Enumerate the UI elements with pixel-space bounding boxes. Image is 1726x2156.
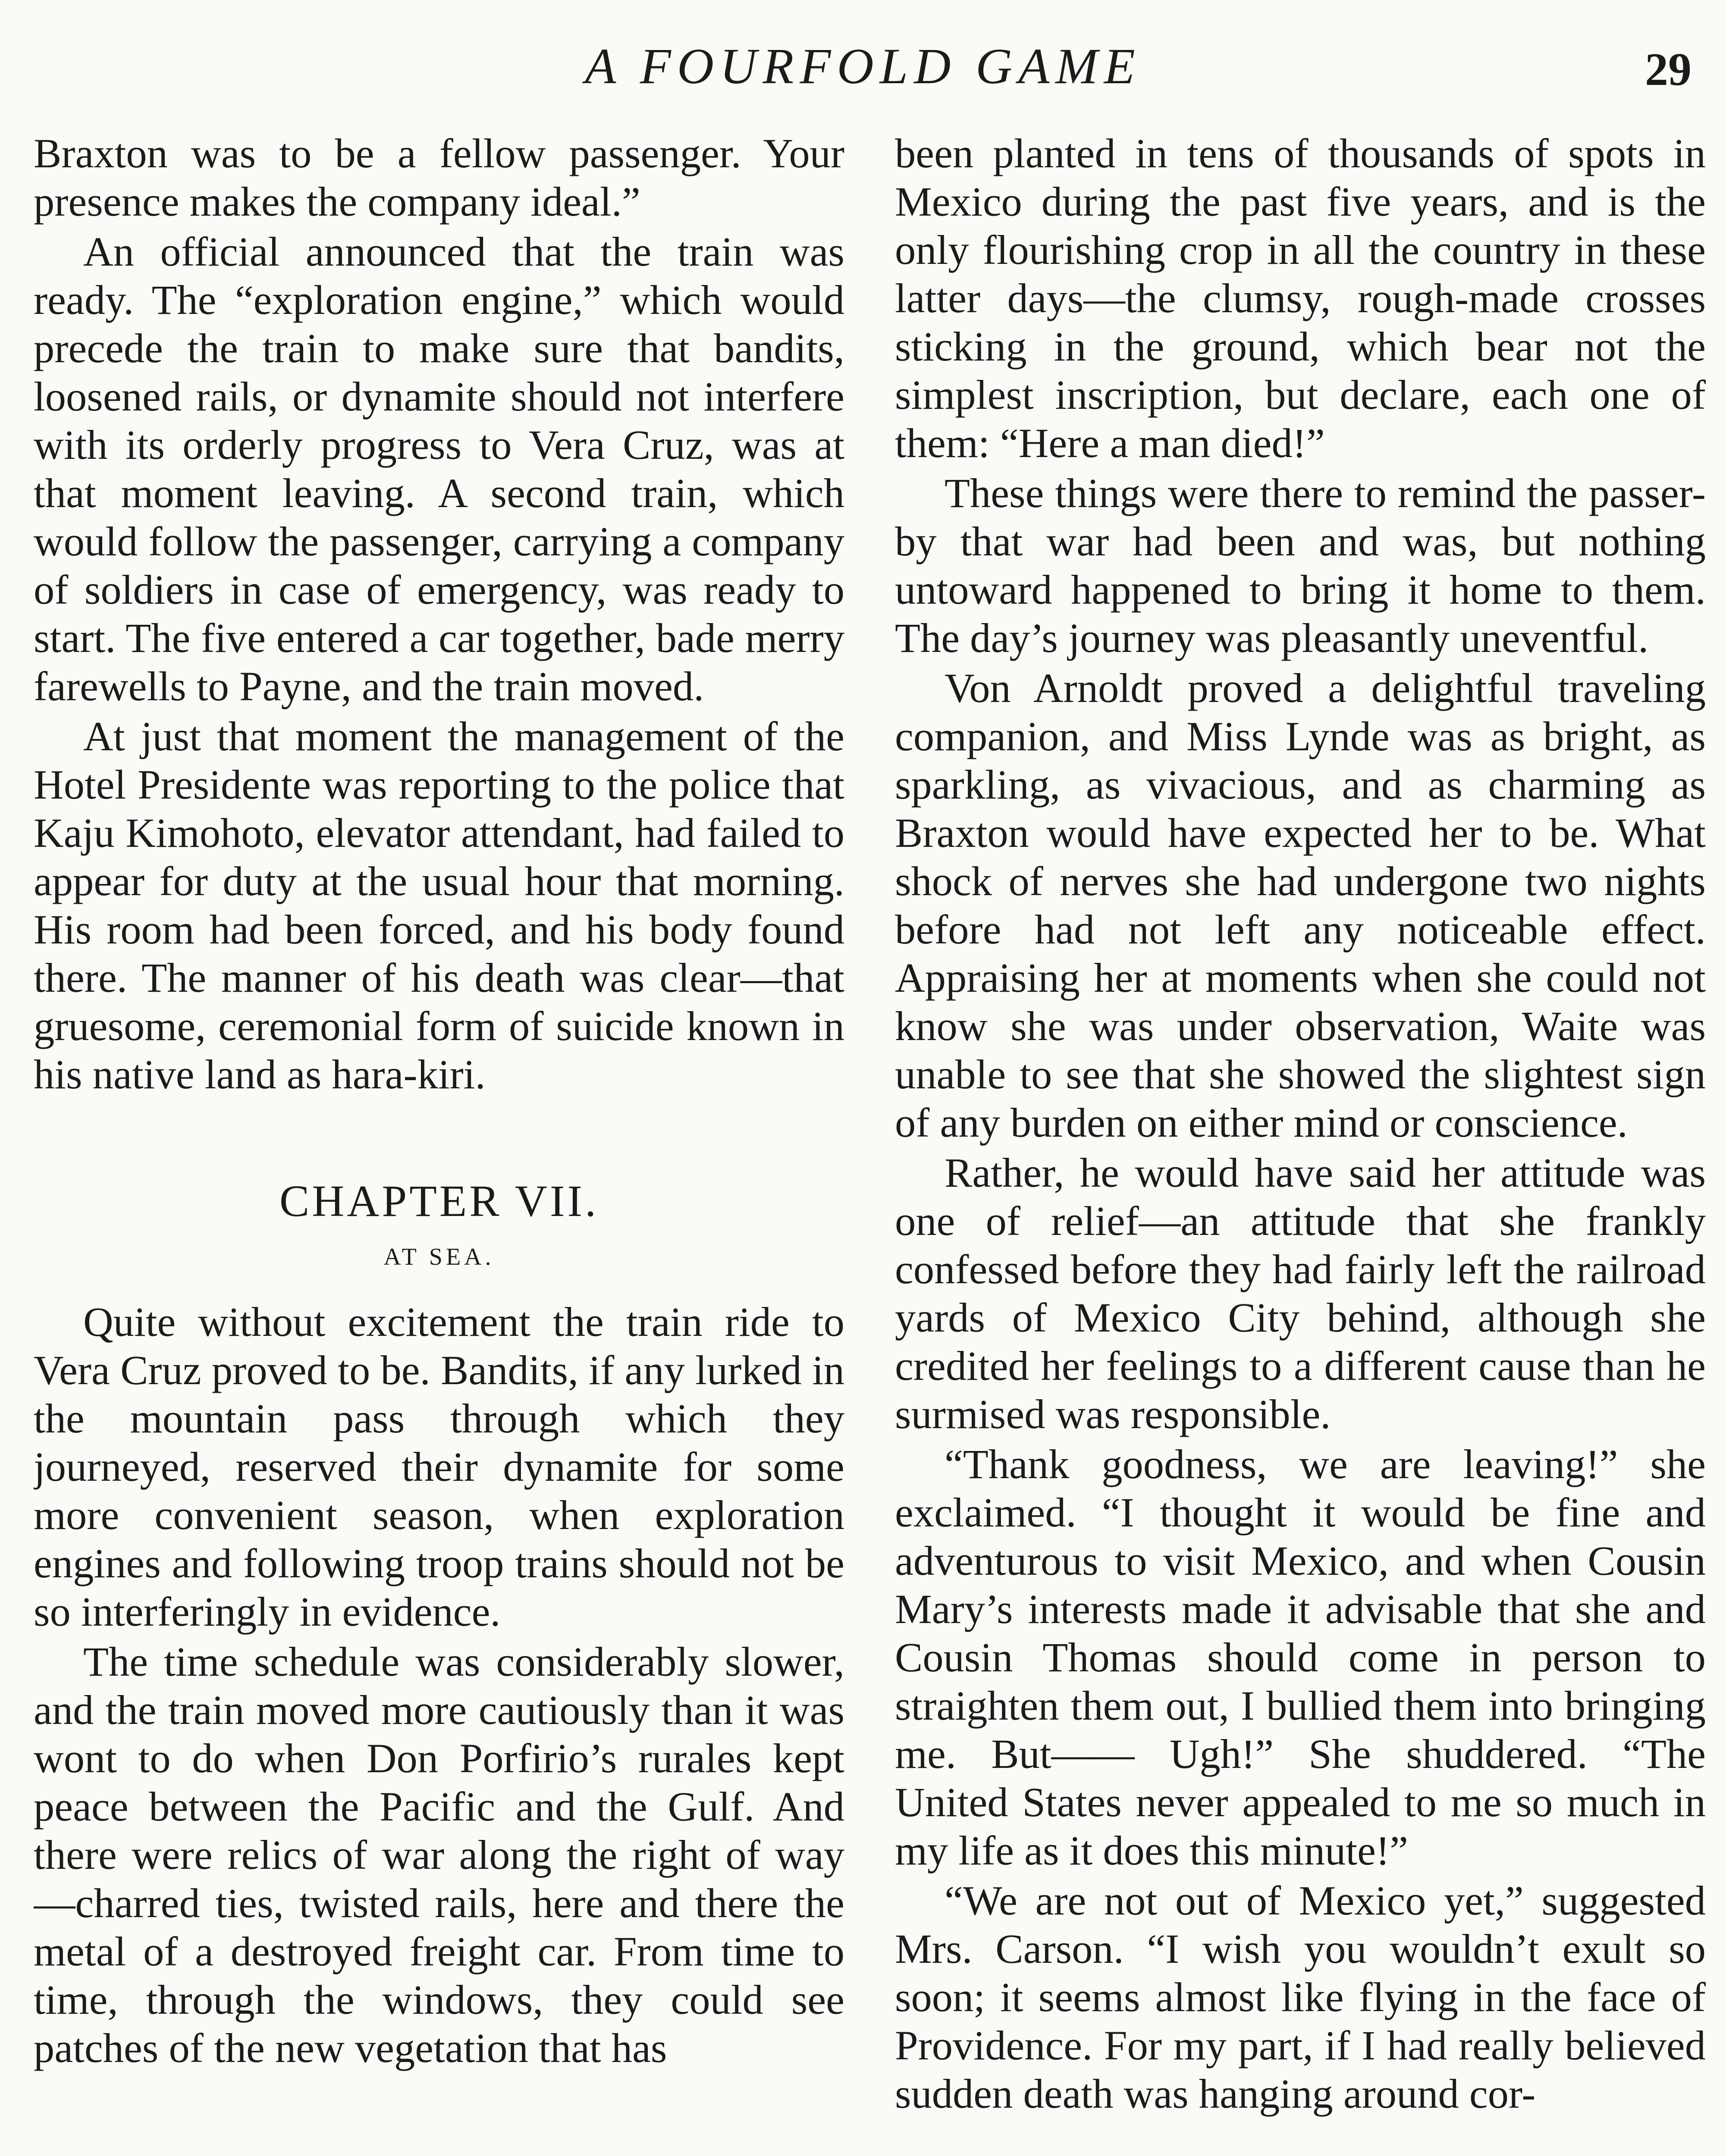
chapter-subtitle: AT SEA. [383,1244,495,1270]
chapter-heading: CHAPTER VII. [279,1176,599,1226]
paragraph: “Thank goodness, we are leaving!” she exclaimed. “I thought it would be fine and adventurous to visit Mexico, and when Cousin Mary’s interests made it advisable that she and Cousin Thomas should come in person to straighten them out, I bullied them into bringing me. But—— Ugh!” She shuddered. “The United States never appealed to me so much in my life as it does this minute!” [895,1441,1706,1874]
paragraph: Rather, he would have said her attitude was one of relief—an attitude that she frankly confessed before they had fairly left the railroad yards of Mexico City behind, although she credited her feelings to a different cause than he surmised was responsible. [895,1150,1706,1437]
paragraph: At just that moment the management of the Hotel Presidente was reporting to the police that Kaju Kimohoto, elevator attendant, had failed to appear for duty at the usual hour that morning. His room had been forced, and his body found there. The manner of his death was clear—that gruesome, ceremonial form of suicide known in his native land as hara-kiri. [34,713,844,1097]
page-header [0,37,1726,102]
running-title: A FOURFOLD GAME [585,38,1141,94]
left-column [34,129,844,2156]
paragraph: Braxton was to be a fellow passenger. Your presence makes the company ideal.” [34,130,844,225]
paragraph: An official announced that the train was ready. The “exploration engine,” which would precede the train to make sure that bandits, loosened rails, or dynamite should not interfere with its orderly progress to Vera Cruz, was at that moment leaving. A second train, which would follow the passenger, carrying a company of soldiers in case of emergency, was ready to start. The five entered a car together, bade merry farewells to Payne, and the train moved. [34,229,844,709]
paragraph: “We are not out of Mexico yet,” suggested Mrs. Carson. “I wish you wouldn’t exult so soon; it seems almost like flying in the face of Providence. For my part, if I had really believed sudden death was hanging around cor- [895,1877,1706,2117]
paragraph: been planted in tens of thousands of spots in Mexico during the past five years, and is the only flourishing crop in all the country in these latter days—the clumsy, rough-made crosses sticking in the ground, which bear not the simplest inscription, but declare, each one of them: “Here a man died!” [895,130,1706,466]
paragraph: Quite without excitement the train ride to Vera Cruz proved to be. Bandits, if any lurked in the mountain pass through which they journeyed, reserved their dynamite for some more convenient season, when exploration engines and following troop trains should not be so interferingly in evidence. [34,1299,844,1635]
right-column [895,129,1706,2156]
page-number: 29 [1645,44,1691,95]
paragraph: These things were there to remind the passer-by that war had been and was, but nothing untoward happened to bring it home to them. The day’s journey was pleasantly uneventful. [895,470,1706,661]
paragraph: Von Arnoldt proved a delightful traveling companion, and Miss Lynde was as bright, as sparkling, as vivacious, and as charming as Braxton would have expected her to be. What shock of nerves she had undergone two nights before had not left any noticeable effect. Appraising her at moments when she could not know she was under observation, Waite was unable to see that she showed the slightest sign of any burden on either mind or conscience. [895,665,1706,1146]
paragraph: The time schedule was considerably slower, and the train moved more cautiously than it was wont to do when Don Porfirio’s rurales kept peace between the Pacific and the Gulf. And there were relics of war along the right of way—charred ties, twisted rails, here and there the metal of a destroyed freight car. From time to time, through the windows, they could see patches of the new vegetation that has [34,1639,844,2071]
